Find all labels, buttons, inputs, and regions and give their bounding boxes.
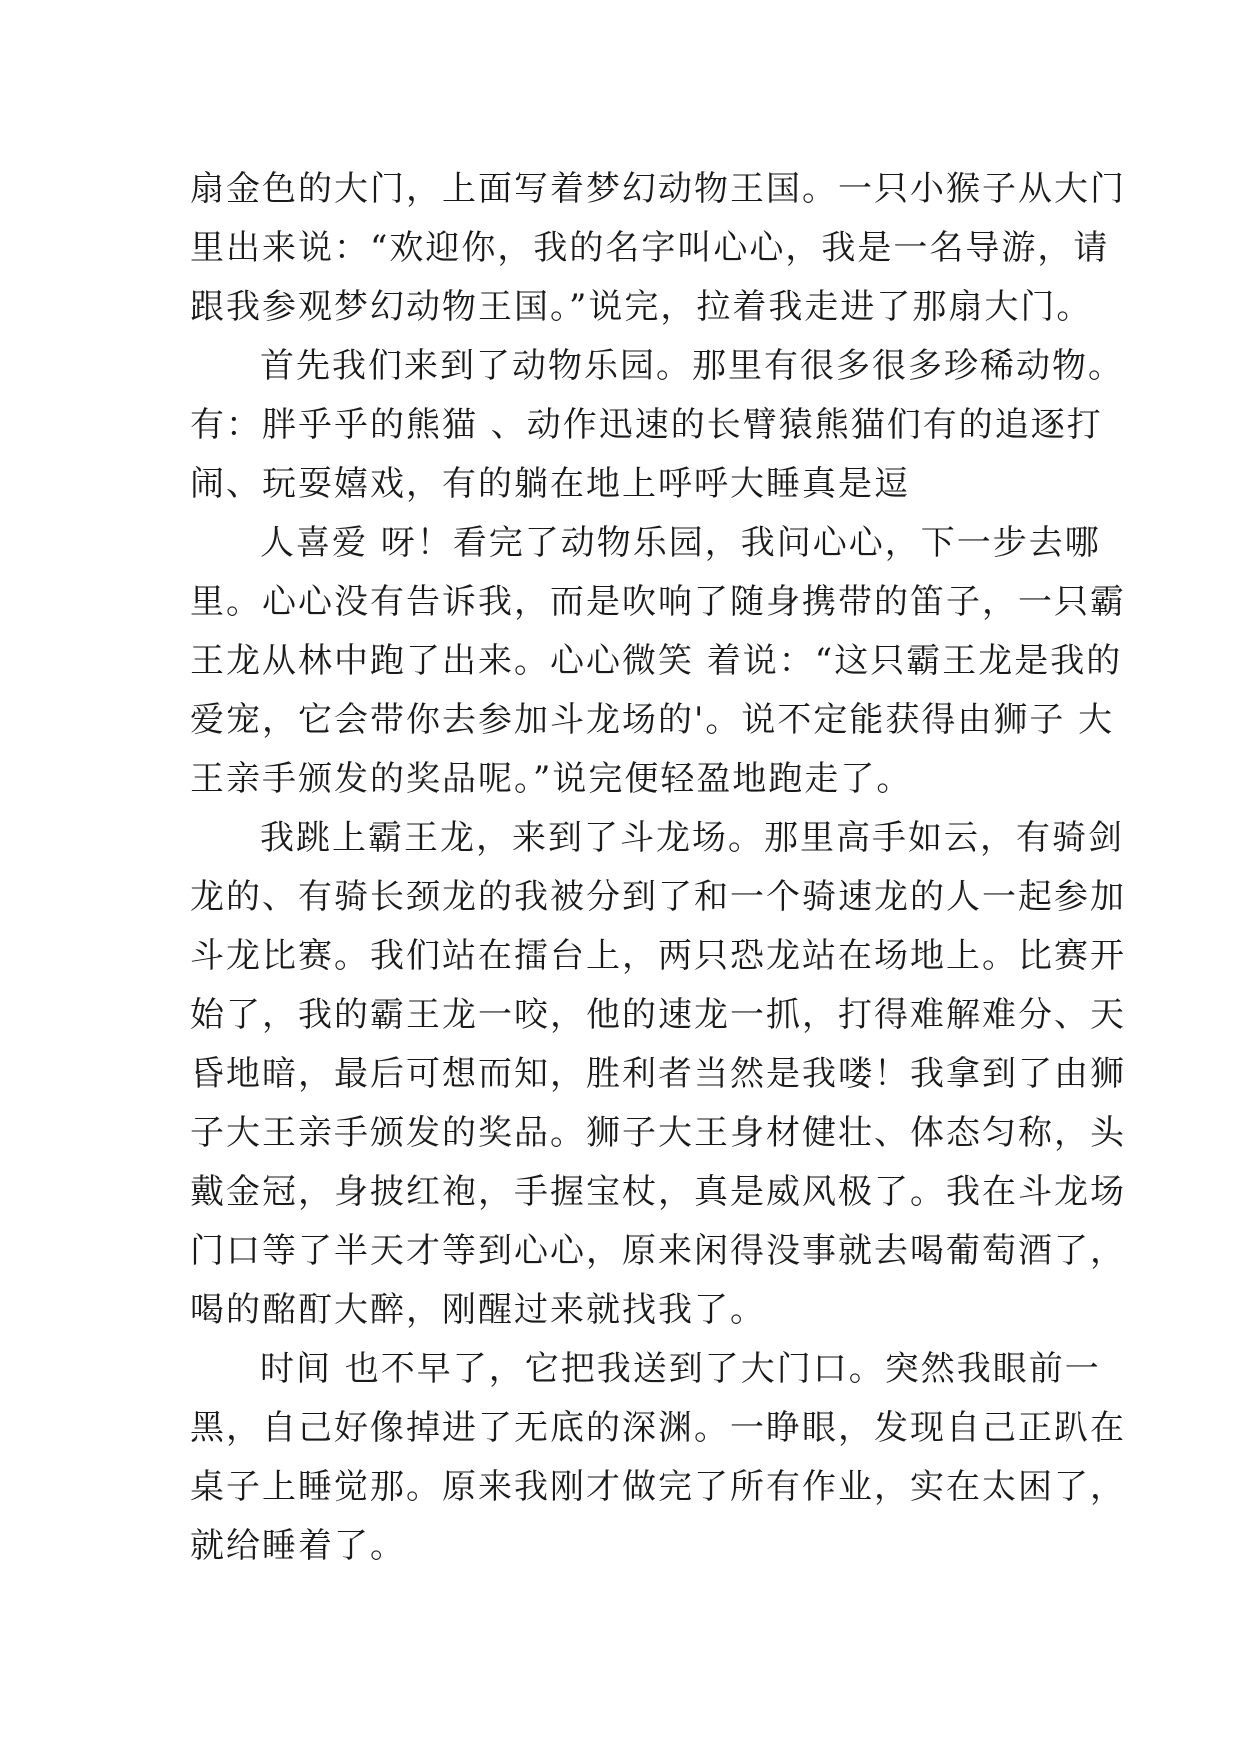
text-line: 黑，自己好像掉进了无底的深渊。一睁眼，发现自己正趴在 [190,1408,1126,1448]
paragraph-start-line: 时间 也不早了，它把我送到了大门口。突然我眼前一 [260,1349,1101,1389]
text-line: 戴金冠，身披红袍，手握宝杖，真是威风极了。我在斗龙场 [190,1172,1126,1212]
text-line: 子大王亲手颁发的奖品。狮子大王身材健壮、体态匀称，头 [190,1113,1126,1153]
paragraph-start-line: 首先我们来到了动物乐园。那里有很多很多珍稀动物。 [260,346,1124,386]
text-line: 龙的、有骑长颈龙的我被分到了和一个骑速龙的人一起参加 [190,877,1126,917]
text-line: 就给睡着了。 [190,1526,406,1566]
text-line: 跟我参观梦幻动物王国。”说完，拉着我走进了那扇大门。 [190,287,1093,327]
text-line: 昏地暗，最后可想而知，胜利者当然是我喽！我拿到了由狮 [190,1054,1126,1094]
text-line: 始了，我的霸王龙一咬，他的速龙一抓，打得难解难分、天 [190,995,1126,1035]
text-line: 斗龙比赛。我们站在擂台上，两只恐龙站在场地上。比赛开 [190,936,1126,976]
text-line: 喝的酩酊大醉，刚醒过来就找我了。 [190,1290,766,1330]
document-body [190,160,1126,1576]
text-line: 王龙从林中跑了出来。心心微笑 着说：“这只霸王龙是我的 [190,641,1123,681]
text-line: 闹、玩耍嬉戏，有的躺在地上呼呼大睡真是逗 [190,464,910,504]
text-line: 桌子上睡觉那。原来我刚才做完了所有作业，实在太困了， [190,1467,1126,1507]
text-line: 爱宠，它会带你去参加斗龙场的'。说不定能获得由狮子 大 [190,700,1115,740]
text-line: 有：胖乎乎的熊猫 、动作迅速的长臂猿熊猫们有的追逐打 [190,405,1103,445]
text-line: 里。心心没有告诉我，而是吹响了随身携带的笛子，一只霸 [190,582,1126,622]
text-line: 门口等了半天才等到心心，原来闲得没事就去喝葡萄酒了， [190,1231,1126,1271]
paragraph-start-line: 我跳上霸王龙，来到了斗龙场。那里高手如云，有骑剑 [260,818,1124,858]
paragraph-start-line: 人喜爱 呀！看完了动物乐园，我问心心，下一步去哪 [260,523,1101,563]
text-line: 里出来说：“欢迎你，我的名字叫心心，我是一名导游，请 [190,228,1110,268]
text-line: 扇金色的大门，上面写着梦幻动物王国。一只小猴子从大门 [190,169,1126,209]
text-line: 王亲手颁发的奖品呢。”说完便轻盈地跑走了。 [190,759,913,799]
